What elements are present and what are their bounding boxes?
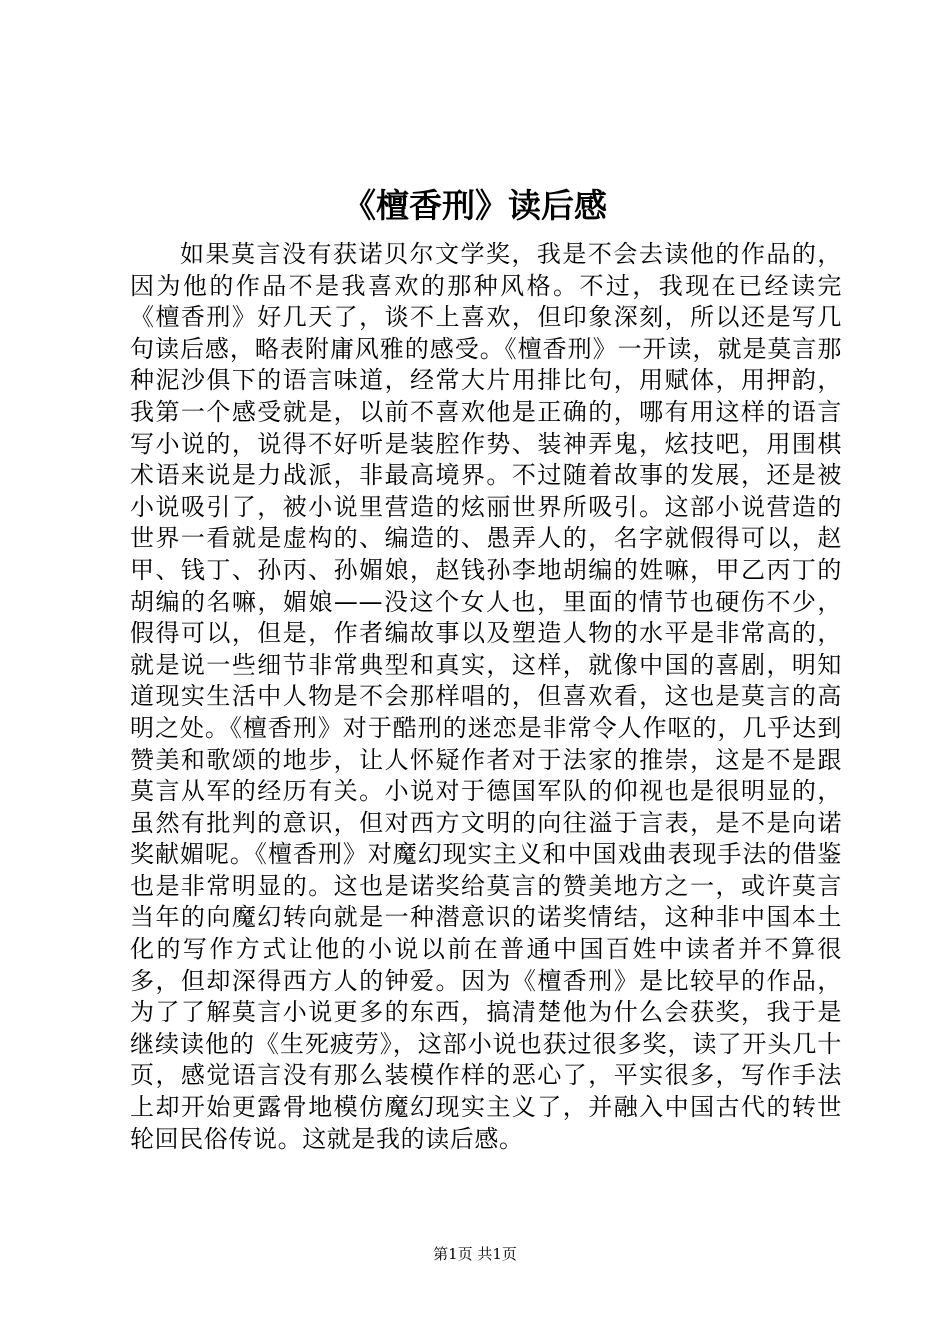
document-body-paragraph: 如果莫言没有获诺贝尔文学奖，我是不会去读他的作品的，因为他的作品不是我喜欢的那种风格。不过，我现在已经读完《檀香刑》好几天了，谈不上喜欢，但印象深刻，所以还是写几句读后感，略表附庸风雅的感受。《檀香刑》一开读，就是莫言那种泥沙俱下的语言味道，经常大片用排比句，用赋体，用押韵，我第一个感受就是，以前不喜欢他是正确的，哪有用这样的语言写小说的，说得不好听是装腔作势、装神弄鬼，炫技吧，用围棋术语来说是力战派，非最高境界。不过随着故事的发展，还是被小说吸引了，被小说里营造的炫丽世界所吸引。这部小说营造的世界一看就是虚构的、编造的、愚弄人的，名字就假得可以，赵甲、钱丁、孙丙、孙媚娘，赵钱孙李地胡编的姓嘛，甲乙丙丁的胡编的名嘛，媚娘——没这个女人也，里面的情节也硬伤不少，假得可以，但是，作者编故事以及塑造人物的水平是非常高的，就是说一些细节非常典型和真实，这样，就像中国的喜剧，明知道现实生活中人物是不会那样唱的，但喜欢看，这也是莫言的高明之处。《檀香刑》对于酷刑的迷恋是非常令人作呕的，几乎达到赞美和歌颂的地步，让人怀疑作者对于法家的推崇，这是不是跟莫言从军的经历有关。小说对于德国军队的仰视也是很明显的，虽然有批判的意识，但对西方文明的向往溢于言表，是不是向诺奖献媚呢。《檀香刑》对魔幻现实主义和中国戏曲表现手法的借鉴也是非常明显的。这也是诺奖给莫言的赞美地方之一，或许莫言当年的向魔幻转向就是一种潜意识的诺奖情结，这种非中国本土化的写作方式让他的小说以前在普通中国百姓中读者并不算很多，但却深得西方人的钟爱。因为《檀香刑》是比较早的作品，为了了解莫言小说更多的东西，搞清楚他为什么会获奖，我于是继续读他的《生死疲劳》，这部小说也获过很多奖，读了开头几十页，感觉语言没有那么装模作样的恶心了，平实很多，写作手法上却开始更露骨地模仿魔幻现实主义了，并融入中国古代的转世轮回民俗传说。这就是我的读后感。 [130, 240, 842, 1153]
document-title: 《檀香刑》读后感 [343, 186, 607, 225]
page-footer: 第1页 共1页 [433, 1245, 517, 1263]
